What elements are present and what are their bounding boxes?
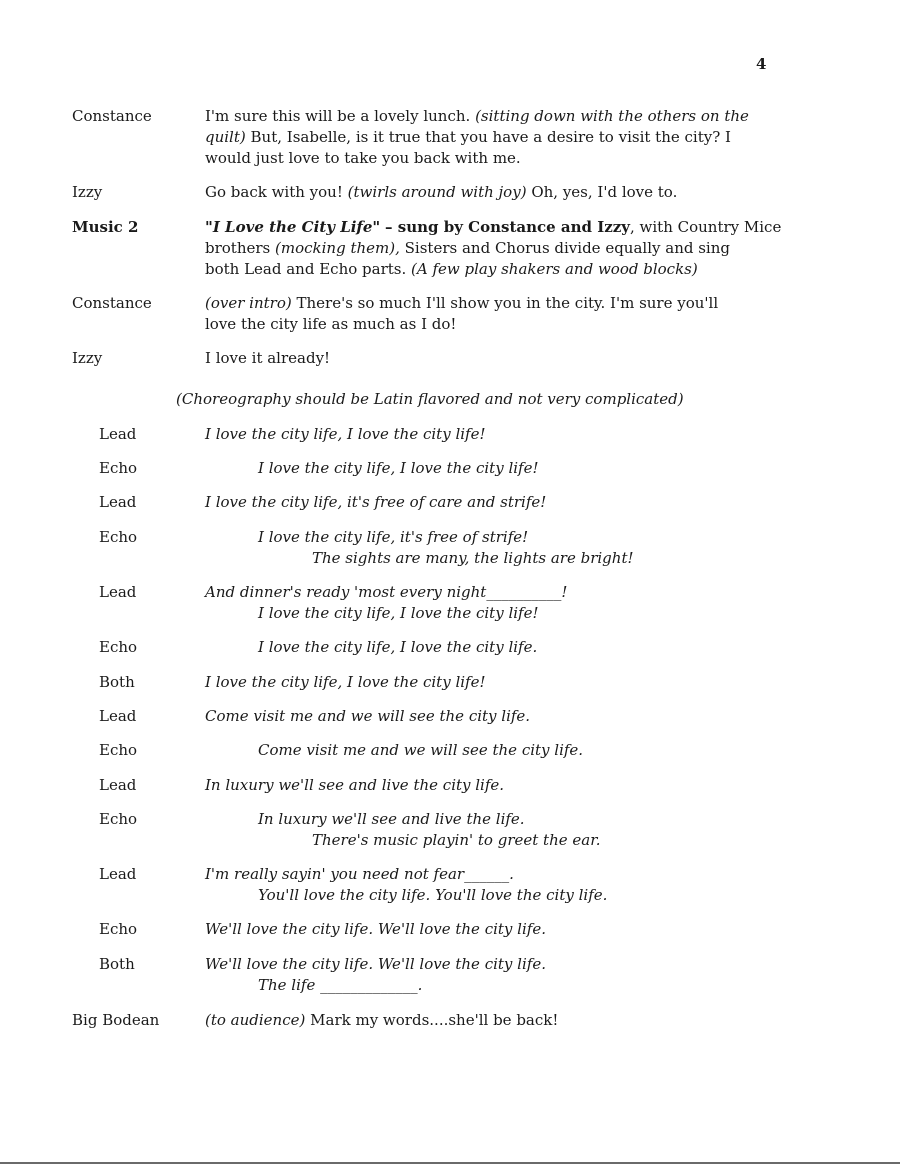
speaker-name: Izzy	[72, 183, 103, 201]
lyric-line: I love the city life, I love the city life!	[258, 459, 539, 477]
stage-direction: (A few play shakers and wood blocks)	[411, 260, 698, 278]
stage-direction: (twirls around with joy)	[347, 183, 527, 201]
lyric-line: You'll love the city life. You'll love the city life.	[258, 886, 608, 904]
dialogue-text: I'm sure this will be a lovely lunch.	[205, 107, 471, 125]
lyric-line: The life _____________.	[258, 976, 423, 994]
music-cue-line	[205, 238, 730, 259]
dialogue-text: Oh, yes, I'd love to.	[531, 183, 678, 201]
dialogue-text: brothers	[205, 239, 271, 257]
lyric-line: Come visit me and we will see the city life.	[258, 741, 584, 759]
lyric-line: We'll love the city life. We'll love the city life.	[205, 920, 546, 938]
dialogue-text: , with Country Mice	[630, 218, 782, 236]
lyric-line: In luxury we'll see and live the city life.	[205, 776, 505, 794]
lyric-line: I love the city life, it's free of care and strife!	[205, 493, 547, 511]
lyric-line: We'll love the city life. We'll love the city life.	[205, 955, 546, 973]
dialogue-line	[205, 106, 749, 127]
lyric-line: I love the city life, I love the city life!	[258, 604, 539, 622]
page-number: 4	[756, 55, 767, 73]
stage-direction: (sitting down with the others on the	[475, 107, 749, 125]
part-label: Echo	[99, 741, 138, 759]
dialogue-text: both Lead and Echo parts.	[205, 260, 407, 278]
dialogue-text: Sisters and Chorus divide equally and sing	[404, 239, 730, 257]
dialogue-line	[205, 182, 677, 203]
stage-direction: (mocking them),	[275, 239, 400, 257]
part-label: Lead	[99, 865, 137, 883]
part-label: Echo	[99, 528, 138, 546]
stage-direction: quilt)	[205, 128, 246, 146]
speaker-name: Constance	[72, 107, 152, 125]
part-label: Lead	[99, 583, 137, 601]
part-label: Echo	[99, 459, 138, 477]
music-cue-label: Music 2	[72, 218, 139, 236]
lyric-line: I love the city life, I love the city life!	[205, 673, 486, 691]
part-label: Echo	[99, 920, 138, 938]
dialogue-line: would just love to take you back with me.	[205, 149, 521, 167]
part-label: Lead	[99, 776, 137, 794]
dialogue-text: There's so much I'll show you in the city. I'm sure you'll	[296, 294, 719, 312]
dialogue-line	[205, 127, 731, 148]
speaker-name: Big Bodean	[72, 1011, 160, 1029]
lyric-line: Come visit me and we will see the city life.	[205, 707, 531, 725]
music-cue-line	[205, 259, 698, 280]
song-title: "I Love the City Life"	[205, 218, 381, 236]
part-label: Both	[99, 673, 135, 691]
lyric-line: I love the city life, it's free of strife!	[258, 528, 529, 546]
stage-direction: (over intro)	[205, 294, 292, 312]
speaker-name: Izzy	[72, 349, 103, 367]
dialogue-line: I love it already!	[205, 349, 331, 367]
stage-direction: (to audience)	[205, 1011, 306, 1029]
part-label: Lead	[99, 425, 137, 443]
lyric-line: I love the city life, I love the city life.	[258, 638, 538, 656]
part-label: Lead	[99, 707, 137, 725]
music-cue-line	[205, 217, 781, 238]
lyric-line: I love the city life, I love the city life!	[205, 425, 486, 443]
lyric-line: I'm really sayin' you need not fear______.	[205, 865, 514, 883]
part-label: Echo	[99, 810, 138, 828]
part-label: Both	[99, 955, 135, 973]
part-label: Lead	[99, 493, 137, 511]
song-credit: – sung by Constance and Izzy	[385, 218, 630, 236]
lyric-line: The sights are many, the lights are bright!	[312, 549, 634, 567]
dialogue-line	[205, 1010, 558, 1031]
dialogue-text: Go back with you!	[205, 183, 343, 201]
lyric-line: In luxury we'll see and live the life.	[258, 810, 525, 828]
dialogue-text: Mark my words....she'll be back!	[310, 1011, 559, 1029]
speaker-name: Constance	[72, 294, 152, 312]
dialogue-line: love the city life as much as I do!	[205, 315, 457, 333]
lyric-line: And dinner's ready 'most every night__________!	[205, 583, 568, 601]
part-label: Echo	[99, 638, 138, 656]
lyric-line: There's music playin' to greet the ear.	[312, 831, 601, 849]
choreography-note: (Choreography should be Latin flavored and not very complicated)	[176, 390, 684, 408]
dialogue-text: But, Isabelle, is it true that you have a desire to visit the city? I	[250, 128, 731, 146]
dialogue-line	[205, 293, 718, 314]
